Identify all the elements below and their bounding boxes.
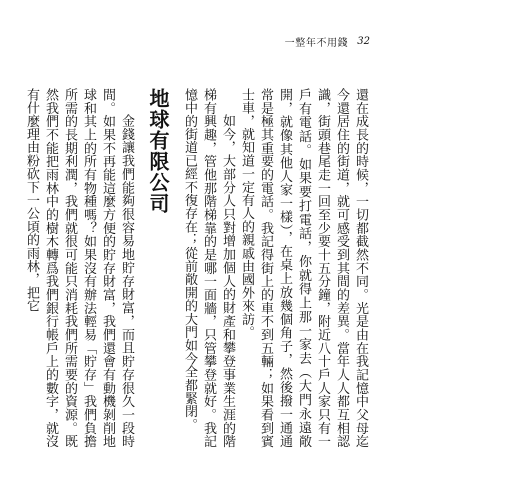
section-spacer [172,88,180,448]
paragraph-3: 金錢讓我們能夠很容易地貯存財富，而且貯存很久一段時間。如果不再能這麼方便的貯存財富，我們還會有動機剝削地球和其上的所有物種嗎？如果沒有辦法輕易「貯存」我們負擔所需的長期利潤，我們就很可能只消耗我們所需要的資源。既然我們不能把雨林中的樹木轉爲我們銀行帳戶上的數字，就沒有什麼理由粉砍下一公頃的雨林，把它 [24,88,134,448]
section-spacer [136,88,144,448]
running-header [285,34,370,49]
page-number: 32 [357,36,370,47]
paragraph-1: 還在成長的時候，一切都截然不同。光是由在我記憶中父母迄今還居住的街道，就可感受到其間的差異。當年人人都互相認識，街頭巷尾走一回至少要十五分鐘，附近八十戶人家只有一戶有電話。如果要打電話，你就得上那一家去（大門永遠敞開，就像其他人家一樣），在桌上放幾個角子，然後撥一通通常是極其重要的電話。我記得街上的車不到五輛；如果看到賓士車，就知道一定有人的親戚由國外來訪。 [239,88,368,448]
paragraph-2: 如今，大部分人只對增加個人的財產和攀登事業生涯的階梯有興趣，管他那階梯靠的是哪一面牆，只管攀登就好。我記憶中的街道已經不復存在；從前敞開的大門如今全都緊閉。 [182,88,235,448]
running-title: 一整年不用錢 [284,38,349,49]
section-heading: 地球有限公司 [146,88,170,214]
vertical-text-block [24,88,370,448]
